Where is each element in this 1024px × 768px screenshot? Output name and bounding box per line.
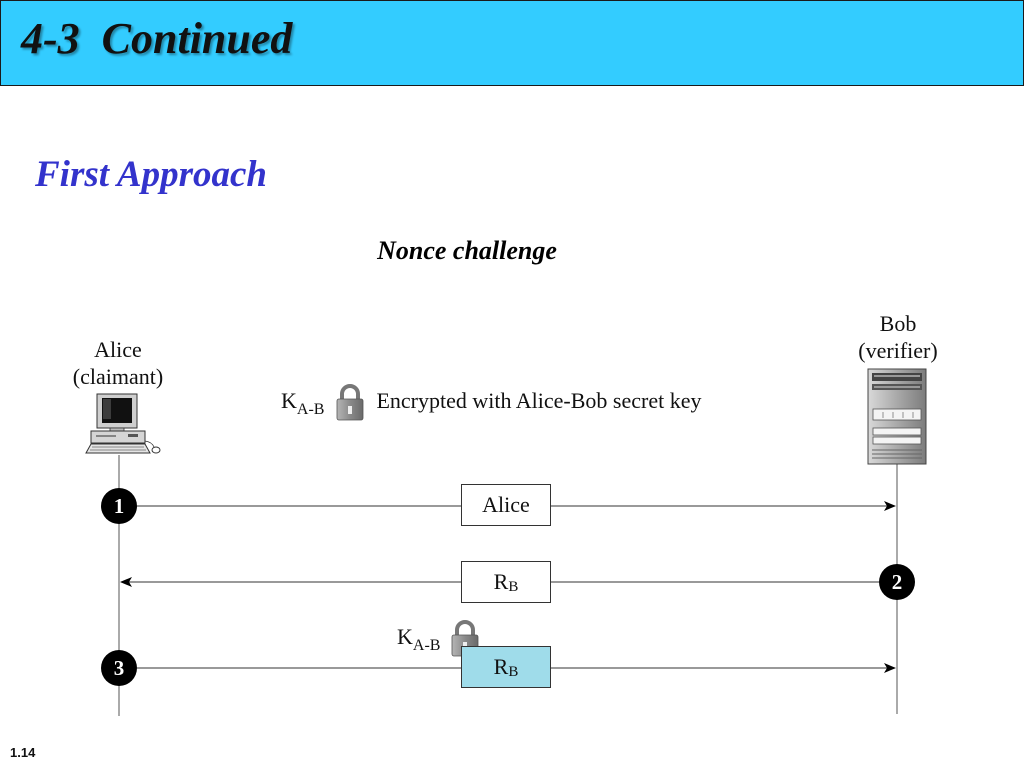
step-2-number: 2 <box>891 570 903 594</box>
computer-icon <box>86 394 160 453</box>
encrypted-message-box-step-3: R B <box>461 646 551 688</box>
alice-role: (claimant) <box>72 364 164 389</box>
section-subtitle: First Approach <box>35 154 267 195</box>
key-label-step-3: $K_{A-B}$ <box>397 624 441 654</box>
bob-name: Bob <box>879 311 917 336</box>
message-box-step-2: R B <box>461 561 551 603</box>
alice-name: Alice <box>94 337 142 362</box>
step-2-marker <box>879 564 915 600</box>
server-icon <box>868 369 926 464</box>
slide-number: 1.14 <box>10 745 36 760</box>
bob-role: (verifier) <box>858 338 938 363</box>
message-box-step-1: Alice <box>461 484 551 526</box>
legend-key: $K_{A-B}$ <box>281 388 325 418</box>
step-1-number: 1 <box>113 494 125 518</box>
legend-description: Encrypted with Alice-Bob secret key <box>376 388 702 413</box>
slide-title: 4-3 Continued <box>21 14 293 63</box>
step-1-marker <box>101 488 137 524</box>
encryption-legend <box>281 388 702 418</box>
step-3-number: 3 <box>113 656 125 680</box>
diagram-caption: Nonce challenge <box>377 236 557 265</box>
step-3-marker <box>101 650 137 686</box>
